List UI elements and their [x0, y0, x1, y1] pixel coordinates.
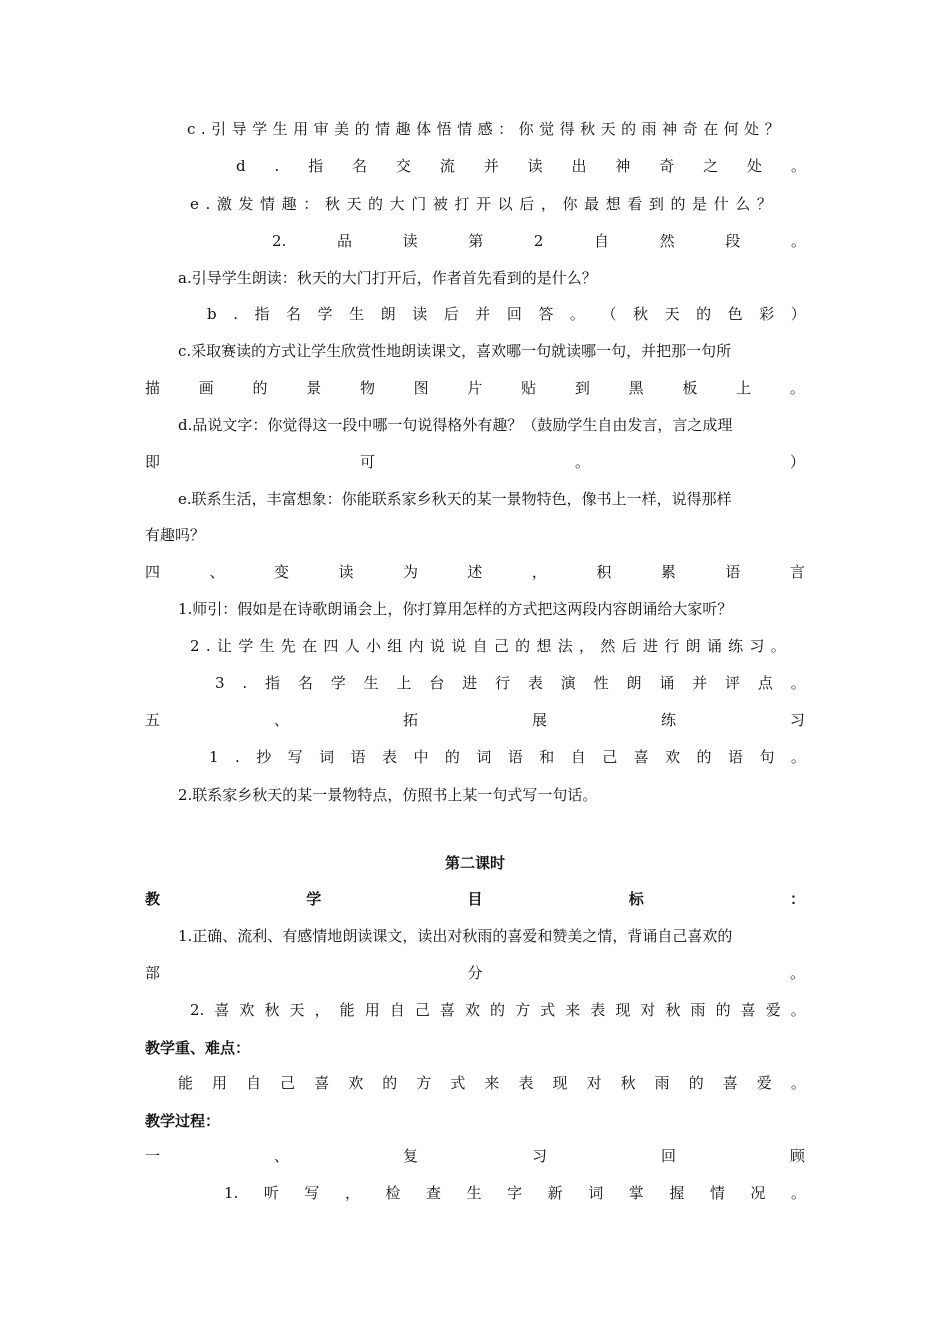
line-29-char: 字 — [507, 1184, 523, 1202]
line-24-char: 来 — [565, 1001, 581, 1019]
line-10 — [145, 451, 805, 473]
line-2-char: 读 — [527, 157, 543, 175]
line-26-char: 喜 — [314, 1074, 330, 1092]
line-6-char: 色 — [727, 305, 743, 323]
line-4 — [272, 230, 806, 252]
line-26-char: 的 — [688, 1074, 704, 1092]
line-26-char: 雨 — [654, 1074, 670, 1092]
line-26-char: 来 — [484, 1074, 500, 1092]
line-24-char: 的 — [490, 1001, 506, 1019]
section-four-heading-char: 四 — [145, 563, 161, 581]
line-4-char: 。 — [790, 232, 806, 250]
line-24-char: 己 — [414, 1001, 430, 1019]
line-2-char: 之 — [703, 157, 719, 175]
line-18-char: 语 — [350, 748, 366, 766]
line-8-char: 图 — [413, 379, 429, 397]
line-24-char: 欢 — [464, 1001, 480, 1019]
line-1-text: c.引导学生用审美的情趣体悟情感：你觉得秋天的雨神奇在何处？ — [187, 120, 786, 138]
line-6-char: 名 — [286, 305, 302, 323]
line-24-char: 能 — [339, 1001, 355, 1019]
line-24-char: 秋 — [665, 1001, 681, 1019]
line-2-char: 名 — [352, 157, 368, 175]
line-22-text: 1.正确、流利、有感情地朗读课文，读出对秋雨的喜爱和赞美之情，背诵自己喜欢的 — [178, 927, 733, 945]
line-16-char: 性 — [593, 674, 609, 692]
lesson-title-text: 第二课时 — [444, 854, 505, 872]
line-15-text: 2.让学生先在四人小组内说说自己的想法，然后进行朗诵练习。 — [190, 637, 793, 655]
line-6-char: 答 — [538, 305, 554, 323]
line-24-char: 欢 — [239, 1001, 255, 1019]
line-8-char: 到 — [574, 379, 590, 397]
key-points-heading-text: 教学重、难点： — [145, 1039, 251, 1057]
teaching-goals-heading-char: 教 — [145, 890, 161, 908]
line-18-char: 喜 — [633, 748, 649, 766]
line-16-char: 朗 — [626, 674, 642, 692]
teaching-goals-heading-char: ： — [789, 890, 805, 908]
line-23-char: 分 — [467, 964, 483, 982]
line-2-char: 出 — [571, 157, 587, 175]
line-24-char: 式 — [540, 1001, 556, 1019]
section-four-heading — [145, 561, 805, 583]
line-6-char: 的 — [696, 305, 712, 323]
line-6-char: 彩 — [759, 305, 775, 323]
line-29-char: 生 — [466, 1184, 482, 1202]
section-four-heading-char: 、 — [209, 563, 225, 581]
teaching-goals-heading — [145, 888, 805, 910]
line-16-char: 生 — [363, 674, 379, 692]
line-14 — [178, 598, 806, 620]
line-18-char: 己 — [602, 748, 618, 766]
line-26-char: 式 — [450, 1074, 466, 1092]
line-16-char: 。 — [790, 674, 806, 692]
line-18-char: 语 — [507, 748, 523, 766]
line-5-text: a.引导学生朗读：秋天的大门打开后，作者首先看到的是什么？ — [178, 269, 597, 287]
line-15 — [190, 635, 806, 657]
line-6-char: 秋 — [633, 305, 649, 323]
line-18-char: 词 — [319, 748, 335, 766]
section-five-heading-char: 展 — [531, 711, 547, 729]
teaching-goals-heading-char: 标 — [628, 890, 644, 908]
line-8-char: 。 — [789, 379, 805, 397]
section-one-heading-char: 复 — [402, 1147, 418, 1165]
section-four-heading-char: 述 — [467, 563, 483, 581]
line-4-char: 段 — [725, 232, 741, 250]
line-26-char: 爱 — [756, 1074, 772, 1092]
line-16-char: . — [242, 674, 248, 692]
line-3 — [190, 193, 806, 215]
line-6-char: 指 — [254, 305, 270, 323]
line-16-char: 并 — [692, 674, 708, 692]
line-29-char: 听 — [263, 1184, 279, 1202]
section-one-heading-char: 一 — [145, 1147, 161, 1165]
line-6-char: （ — [601, 305, 617, 323]
line-24-char: ， — [314, 1001, 330, 1019]
line-16-char: 进 — [462, 674, 478, 692]
section-four-heading-char: 为 — [402, 563, 418, 581]
line-29-char: 查 — [426, 1184, 442, 1202]
line-29-char: 词 — [588, 1184, 604, 1202]
line-29-char: 新 — [547, 1184, 563, 1202]
line-16-char: 学 — [330, 674, 346, 692]
section-four-heading-char: 积 — [596, 563, 612, 581]
line-24-char: 表 — [590, 1001, 606, 1019]
section-five-heading-char: 习 — [789, 711, 805, 729]
line-26-char: 欢 — [348, 1074, 364, 1092]
line-18-char: 自 — [570, 748, 586, 766]
teaching-process-heading — [145, 1110, 805, 1132]
line-24-char: 的 — [715, 1001, 731, 1019]
line-24-char: 秋 — [264, 1001, 280, 1019]
line-6-char: b — [207, 305, 217, 323]
line-2 — [236, 155, 806, 177]
line-12 — [145, 524, 805, 546]
line-24-char: 喜 — [740, 1001, 756, 1019]
line-10-char: ） — [789, 453, 805, 471]
section-four-heading-char: 语 — [725, 563, 741, 581]
line-6-char: 回 — [506, 305, 522, 323]
line-23-char: 。 — [789, 964, 805, 982]
line-16-char: 点 — [757, 674, 773, 692]
line-16-char: 演 — [560, 674, 576, 692]
line-26 — [178, 1072, 806, 1094]
line-4-char: 2. — [272, 232, 287, 250]
line-18-char: 的 — [444, 748, 460, 766]
section-four-heading-char: 读 — [338, 563, 354, 581]
line-16-char: 上 — [396, 674, 412, 692]
line-18-char: 句 — [759, 748, 775, 766]
line-2-char: 流 — [439, 157, 455, 175]
line-29-char: 握 — [669, 1184, 685, 1202]
line-18-char: 表 — [382, 748, 398, 766]
line-24-char: 用 — [364, 1001, 380, 1019]
line-18-char: 抄 — [256, 748, 272, 766]
line-10-char: 可 — [359, 453, 375, 471]
teaching-goals-heading-char: 目 — [467, 890, 483, 908]
line-18-char: 的 — [696, 748, 712, 766]
line-2-char: 指 — [308, 157, 324, 175]
line-4-char: 读 — [402, 232, 418, 250]
line-8-char: 上 — [736, 379, 752, 397]
line-24 — [190, 999, 806, 1021]
line-2-char: 神 — [615, 157, 631, 175]
line-6-char: . — [233, 305, 238, 323]
line-9 — [178, 414, 806, 436]
line-26-char: 表 — [518, 1074, 534, 1092]
line-4-char: 自 — [594, 232, 610, 250]
line-18-char: 语 — [728, 748, 744, 766]
line-8-char: 画 — [198, 379, 214, 397]
line-18-char: 。 — [790, 748, 806, 766]
teaching-process-heading-text: 教学过程： — [145, 1112, 221, 1130]
line-24-char: 现 — [615, 1001, 631, 1019]
line-16-char: 诵 — [659, 674, 675, 692]
line-22 — [178, 925, 806, 947]
line-8-char: 贴 — [521, 379, 537, 397]
line-6-char: 并 — [475, 305, 491, 323]
line-19-text: 2.联系家乡秋天的某一景物特点，仿照书上某一句式写一句话。 — [178, 786, 598, 804]
section-one-heading-char: 回 — [660, 1147, 676, 1165]
line-16-char: 3 — [215, 674, 225, 692]
line-8-char: 物 — [359, 379, 375, 397]
line-29-char: ， — [344, 1184, 360, 1202]
teaching-goals-heading-char: 学 — [306, 890, 322, 908]
line-16-char: 评 — [725, 674, 741, 692]
line-9-text: d.品说文字：你觉得这一段中哪一句说得格外有趣？（鼓励学生自由发言，言之成理 — [178, 416, 733, 434]
line-24-char: 喜 — [439, 1001, 455, 1019]
line-10-char: 。 — [574, 453, 590, 471]
line-12-text: 有趣吗？ — [145, 526, 206, 544]
line-18-char: 中 — [413, 748, 429, 766]
line-8-char: 的 — [252, 379, 268, 397]
line-5 — [178, 267, 806, 289]
line-24-char: 天 — [289, 1001, 305, 1019]
line-24-char: 喜 — [214, 1001, 230, 1019]
line-16-char: 名 — [297, 674, 313, 692]
line-14-text: 1.师引：假如是在诗歌朗诵会上，你打算用怎样的方式把这两段内容朗诵给大家听？ — [178, 600, 733, 618]
section-five-heading — [145, 709, 805, 731]
line-29-char: 况 — [750, 1184, 766, 1202]
line-6-char: 天 — [664, 305, 680, 323]
line-18-char: 1 — [209, 748, 219, 766]
line-16-char: 台 — [429, 674, 445, 692]
section-five-heading-char: 练 — [660, 711, 676, 729]
line-6-char: 学 — [317, 305, 333, 323]
line-24-char: 自 — [389, 1001, 405, 1019]
section-five-heading-char: 五 — [145, 711, 161, 729]
line-26-char: 自 — [246, 1074, 262, 1092]
line-29 — [224, 1182, 806, 1204]
line-29-char: 写 — [304, 1184, 320, 1202]
line-8-char: 描 — [145, 379, 161, 397]
line-26-char: 秋 — [620, 1074, 636, 1092]
line-18-char: 写 — [287, 748, 303, 766]
line-26-char: 用 — [212, 1074, 228, 1092]
line-29-char: 情 — [709, 1184, 725, 1202]
line-2-char: d — [236, 157, 246, 175]
line-26-char: 的 — [382, 1074, 398, 1092]
line-29-char: 掌 — [628, 1184, 644, 1202]
line-8-char: 片 — [467, 379, 483, 397]
line-26-char: 现 — [552, 1074, 568, 1092]
section-four-heading-char: 言 — [789, 563, 805, 581]
section-one-heading-char: 习 — [531, 1147, 547, 1165]
line-4-char: 然 — [659, 232, 675, 250]
line-24-char: 。 — [790, 1001, 806, 1019]
line-26-char: 能 — [178, 1074, 194, 1092]
key-points-heading — [145, 1037, 805, 1059]
line-16-char: 表 — [527, 674, 543, 692]
line-8-char: 黑 — [628, 379, 644, 397]
line-7 — [178, 340, 806, 362]
line-18-char: 和 — [539, 748, 555, 766]
section-five-heading-char: 、 — [273, 711, 289, 729]
line-6-char: 生 — [349, 305, 365, 323]
line-2-char: 并 — [483, 157, 499, 175]
section-four-heading-char: 变 — [273, 563, 289, 581]
line-2-char: 处 — [747, 157, 763, 175]
line-7-text: c.采取赛读的方式让学生欣赏性地朗读课文，喜欢哪一句就读哪一句，并把那一句所 — [178, 342, 732, 360]
line-6-char: 。 — [569, 305, 585, 323]
line-2-char: . — [274, 157, 280, 175]
line-3-text: e.激发情趣：秋天的大门被打开以后，你最想看到的是什么？ — [190, 195, 779, 213]
line-23-char: 部 — [145, 964, 161, 982]
line-24-char: 对 — [640, 1001, 656, 1019]
line-6-char: 后 — [443, 305, 459, 323]
line-23 — [145, 962, 805, 984]
line-16-char: 行 — [495, 674, 511, 692]
line-29-char: 。 — [790, 1184, 806, 1202]
line-4-char: 2 — [533, 232, 544, 250]
line-24-char: 雨 — [690, 1001, 706, 1019]
line-4-char: 品 — [336, 232, 352, 250]
line-1 — [145, 118, 805, 140]
line-6 — [207, 303, 806, 325]
line-6-char: 朗 — [380, 305, 396, 323]
line-8 — [145, 377, 805, 399]
line-26-char: 己 — [280, 1074, 296, 1092]
line-29-char: 检 — [385, 1184, 401, 1202]
line-18-char: 欢 — [665, 748, 681, 766]
line-8-char: 板 — [682, 379, 698, 397]
line-24-char: 2. — [190, 1001, 205, 1019]
line-2-char: 。 — [790, 157, 806, 175]
line-26-char: 喜 — [722, 1074, 738, 1092]
line-26-char: 。 — [790, 1074, 806, 1092]
line-24-char: 方 — [515, 1001, 531, 1019]
line-11 — [178, 488, 806, 510]
line-2-char: 奇 — [659, 157, 675, 175]
line-11-text: e.联系生活，丰富想象：你能联系家乡秋天的某一景物特色，像书上一样，说得那样 — [178, 490, 732, 508]
line-16 — [215, 672, 806, 694]
section-one-heading-char: 顾 — [789, 1147, 805, 1165]
line-18-char: . — [234, 748, 240, 766]
line-19 — [178, 784, 806, 806]
section-four-heading-char: ， — [531, 563, 547, 581]
line-16-char: 指 — [265, 674, 281, 692]
section-five-heading-char: 拓 — [402, 711, 418, 729]
line-6-char: 读 — [412, 305, 428, 323]
line-4-char: 第 — [468, 232, 484, 250]
line-2-char: 交 — [395, 157, 411, 175]
line-18 — [209, 746, 806, 768]
line-24-char: 爱 — [765, 1001, 781, 1019]
line-26-char: 对 — [586, 1074, 602, 1092]
line-10-char: 即 — [145, 453, 161, 471]
section-one-heading — [145, 1145, 805, 1167]
line-18-char: 词 — [476, 748, 492, 766]
line-29-char: 1. — [224, 1184, 239, 1202]
line-26-char: 方 — [416, 1074, 432, 1092]
line-8-char: 景 — [306, 379, 322, 397]
line-6-char: ） — [790, 305, 806, 323]
section-four-heading-char: 累 — [660, 563, 676, 581]
section-one-heading-char: 、 — [273, 1147, 289, 1165]
lesson-title — [145, 852, 805, 874]
